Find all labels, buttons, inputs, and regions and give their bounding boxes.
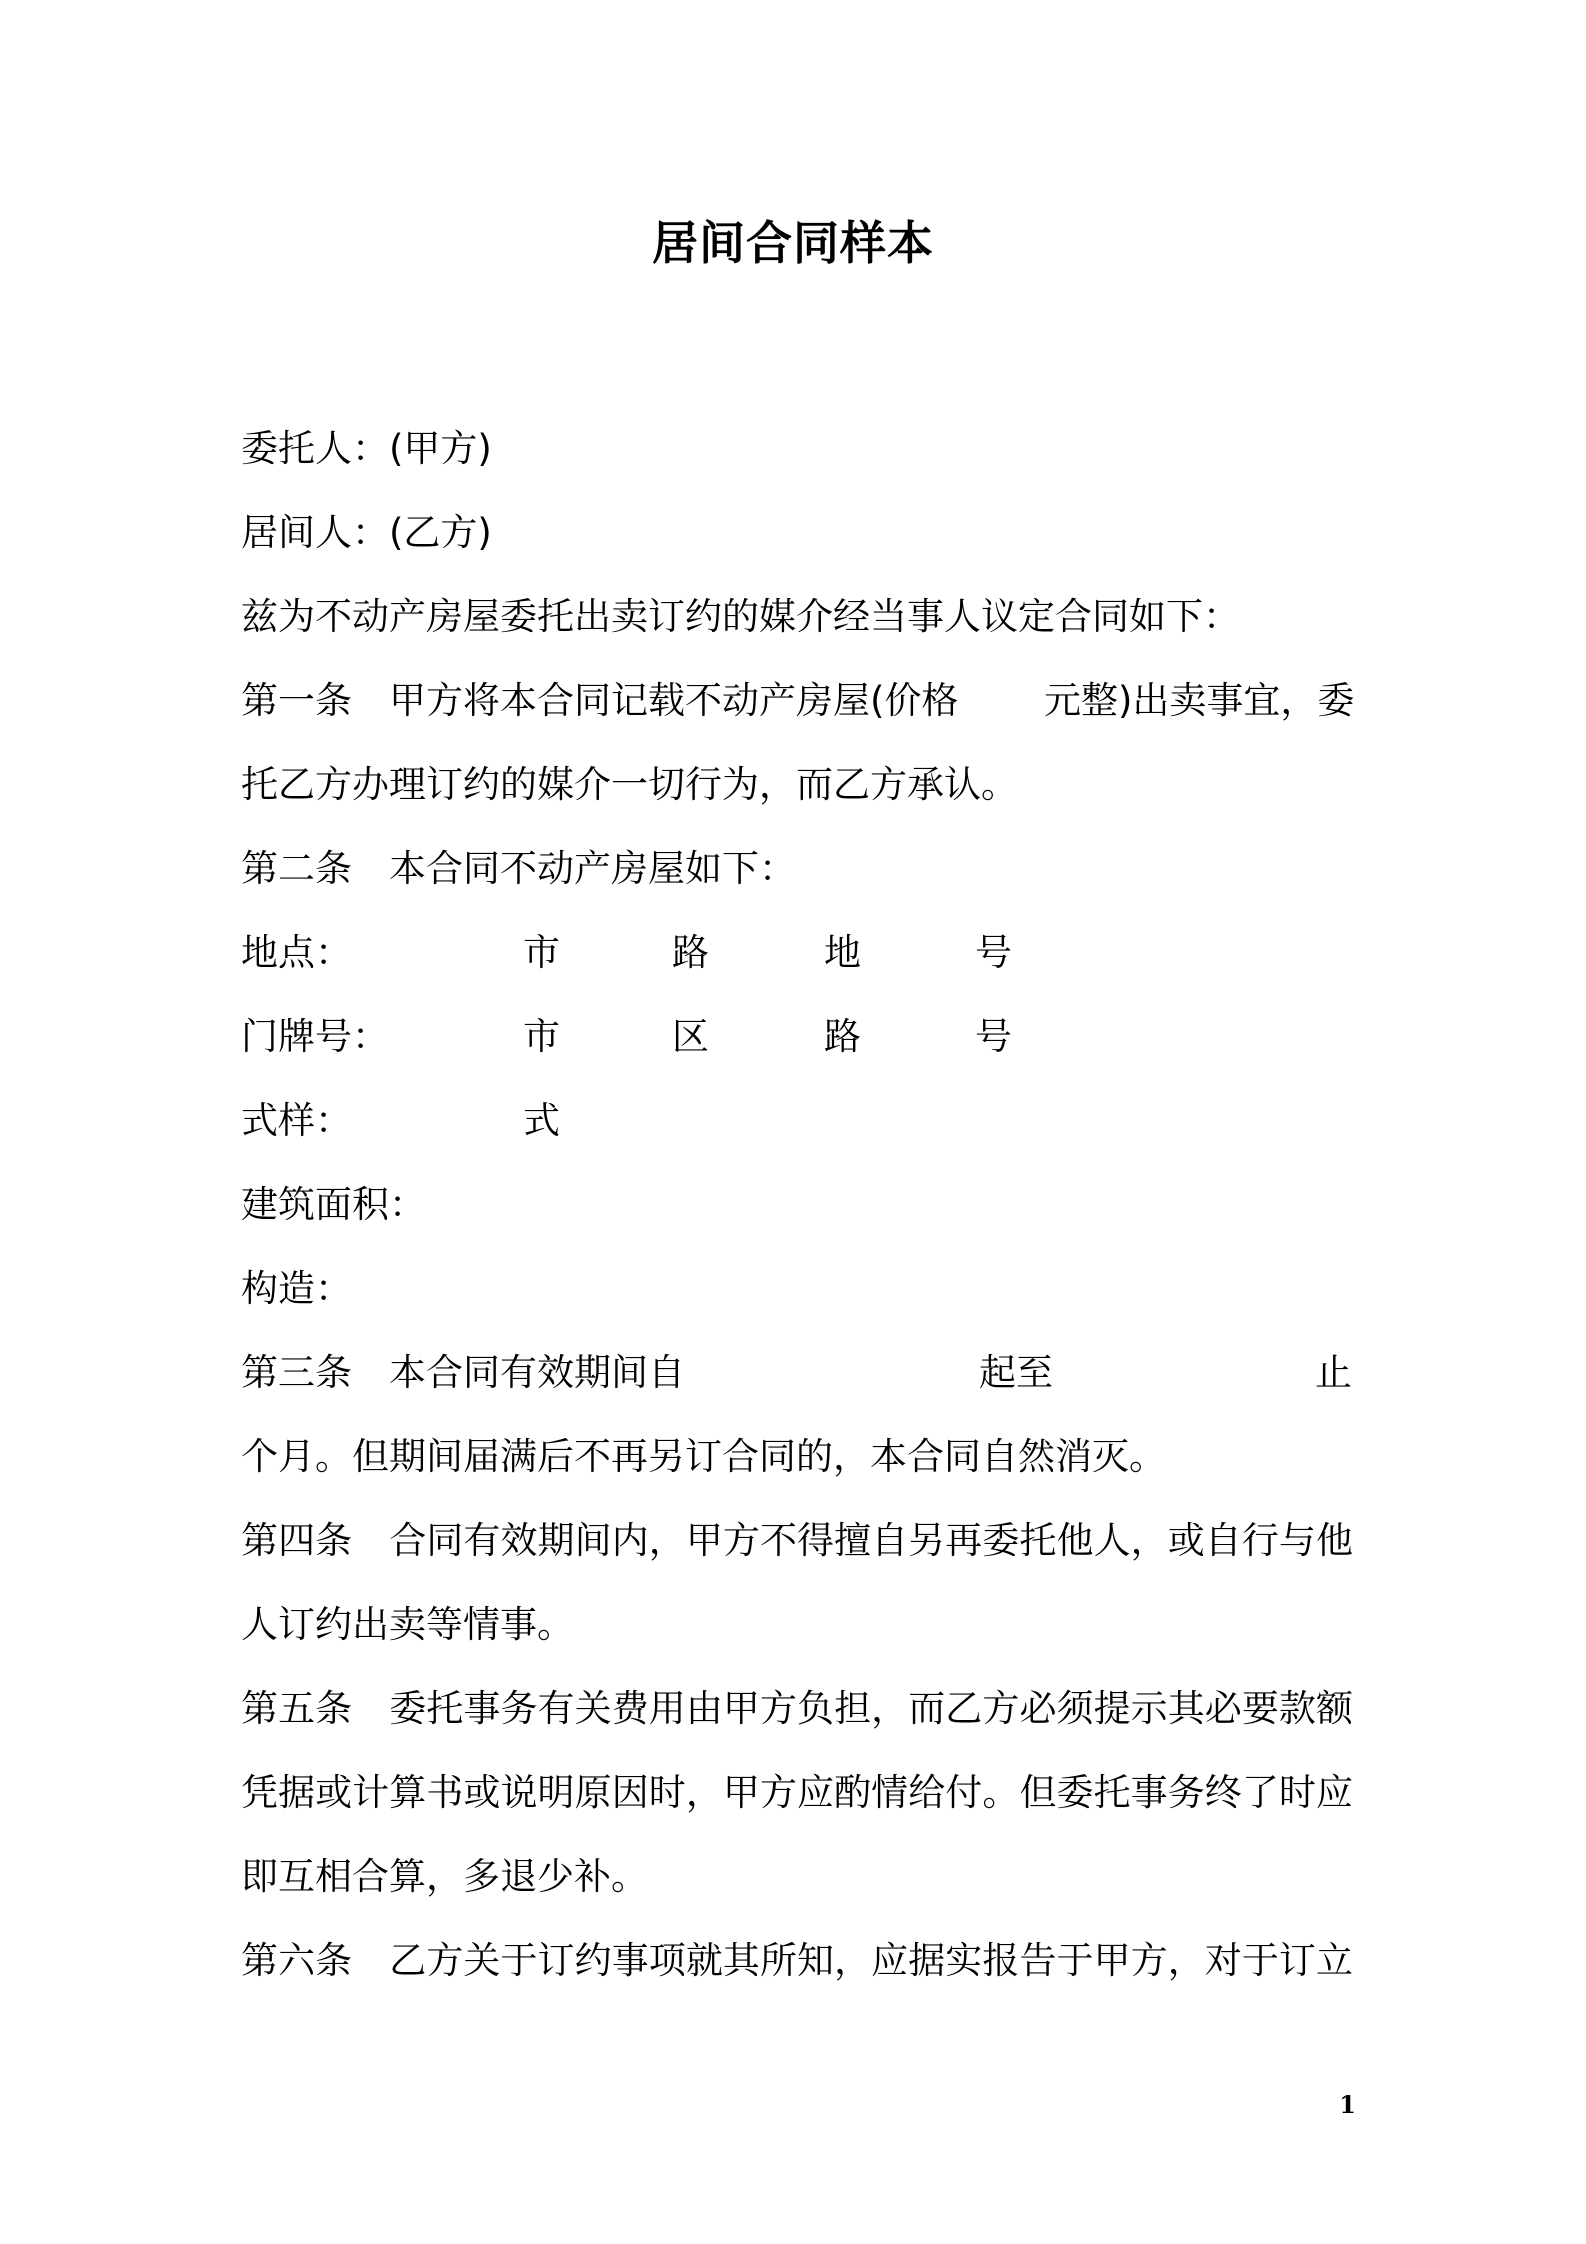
document-title: 居间合同样本 (652, 216, 934, 270)
client-line (241, 407, 1353, 491)
article-4-text-a: 第四条 合同有效期间内，甲方不得擅自另再委托他人，或自行与他 (241, 1519, 1353, 1562)
contract-body (241, 407, 1353, 2003)
article-3-line-2 (241, 1415, 1353, 1499)
floor-area-line (241, 1163, 1353, 1247)
article-6-text-a: 第六条 乙方关于订约事项就其所知，应据实报告于甲方，对于订立 (241, 1939, 1353, 1982)
house-number-road: 路 (824, 1015, 861, 1058)
article-4-line-1 (241, 1499, 1353, 1583)
structure-label: 构造： (241, 1267, 352, 1310)
article-5-text-b: 凭据或计算书或说明原因时，甲方应酌情给付。但委托事务终了时应 (241, 1771, 1353, 1814)
article-1-line-1 (241, 659, 1353, 743)
article-2-text: 第二条 本合同不动产房屋如下： (241, 847, 796, 890)
location-label: 地点： (241, 931, 352, 974)
house-number-line (241, 995, 1353, 1079)
page-number: 1 (1339, 2090, 1356, 2119)
article-2-line (241, 827, 1353, 911)
house-number-district: 区 (672, 1015, 709, 1058)
preamble-line (241, 575, 1353, 659)
house-number-number: 号 (975, 1015, 1012, 1058)
article-5-line-2 (241, 1751, 1353, 1835)
article-3-text-d: 个月。但期间届满后不再另订合同的，本合同自然消灭。 (241, 1435, 1166, 1478)
article-4-line-2 (241, 1583, 1353, 1667)
article-1-text-a: 第一条 甲方将本合同记载不动产房屋(价格 (241, 679, 959, 722)
article-3-text-b: 起至 (979, 1351, 1053, 1394)
location-number: 号 (975, 931, 1012, 974)
article-3-text-c: 止 (1315, 1351, 1352, 1394)
location-line (241, 911, 1353, 995)
house-number-city: 市 (523, 1015, 560, 1058)
structure-line (241, 1247, 1353, 1331)
intermediary-line (241, 491, 1353, 575)
preamble-text: 兹为不动产房屋委托出卖订约的媒介经当事人议定合同如下： (241, 595, 1240, 638)
article-3-line-1 (241, 1331, 1353, 1415)
style-label: 式样： (241, 1099, 352, 1142)
article-5-line-3 (241, 1835, 1353, 1919)
article-1-text-b: 元整)出卖事宜，委 (1044, 679, 1355, 722)
article-1-line-2 (241, 743, 1353, 827)
location-land: 地 (824, 931, 861, 974)
client-label: 委托人：(甲方) (241, 427, 492, 470)
house-number-label: 门牌号： (241, 1015, 389, 1058)
article-3-text-a: 第三条 本合同有效期间自 (241, 1351, 685, 1394)
style-line (241, 1079, 1353, 1163)
article-5-text-a: 第五条 委托事务有关费用由甲方负担，而乙方必须提示其必要款额 (241, 1687, 1353, 1730)
article-5-text-c: 即互相合算，多退少补。 (241, 1855, 648, 1898)
article-5-line-1 (241, 1667, 1353, 1751)
location-city: 市 (523, 931, 560, 974)
article-4-text-b: 人订约出卖等情事。 (241, 1603, 574, 1646)
article-1-text-c: 托乙方办理订约的媒介一切行为，而乙方承认。 (241, 763, 1018, 806)
intermediary-label: 居间人：(乙方) (241, 511, 492, 554)
article-6-line-1 (241, 1919, 1353, 2003)
floor-area-label: 建筑面积： (241, 1183, 426, 1226)
style-value: 式 (523, 1099, 560, 1142)
location-road: 路 (672, 931, 709, 974)
